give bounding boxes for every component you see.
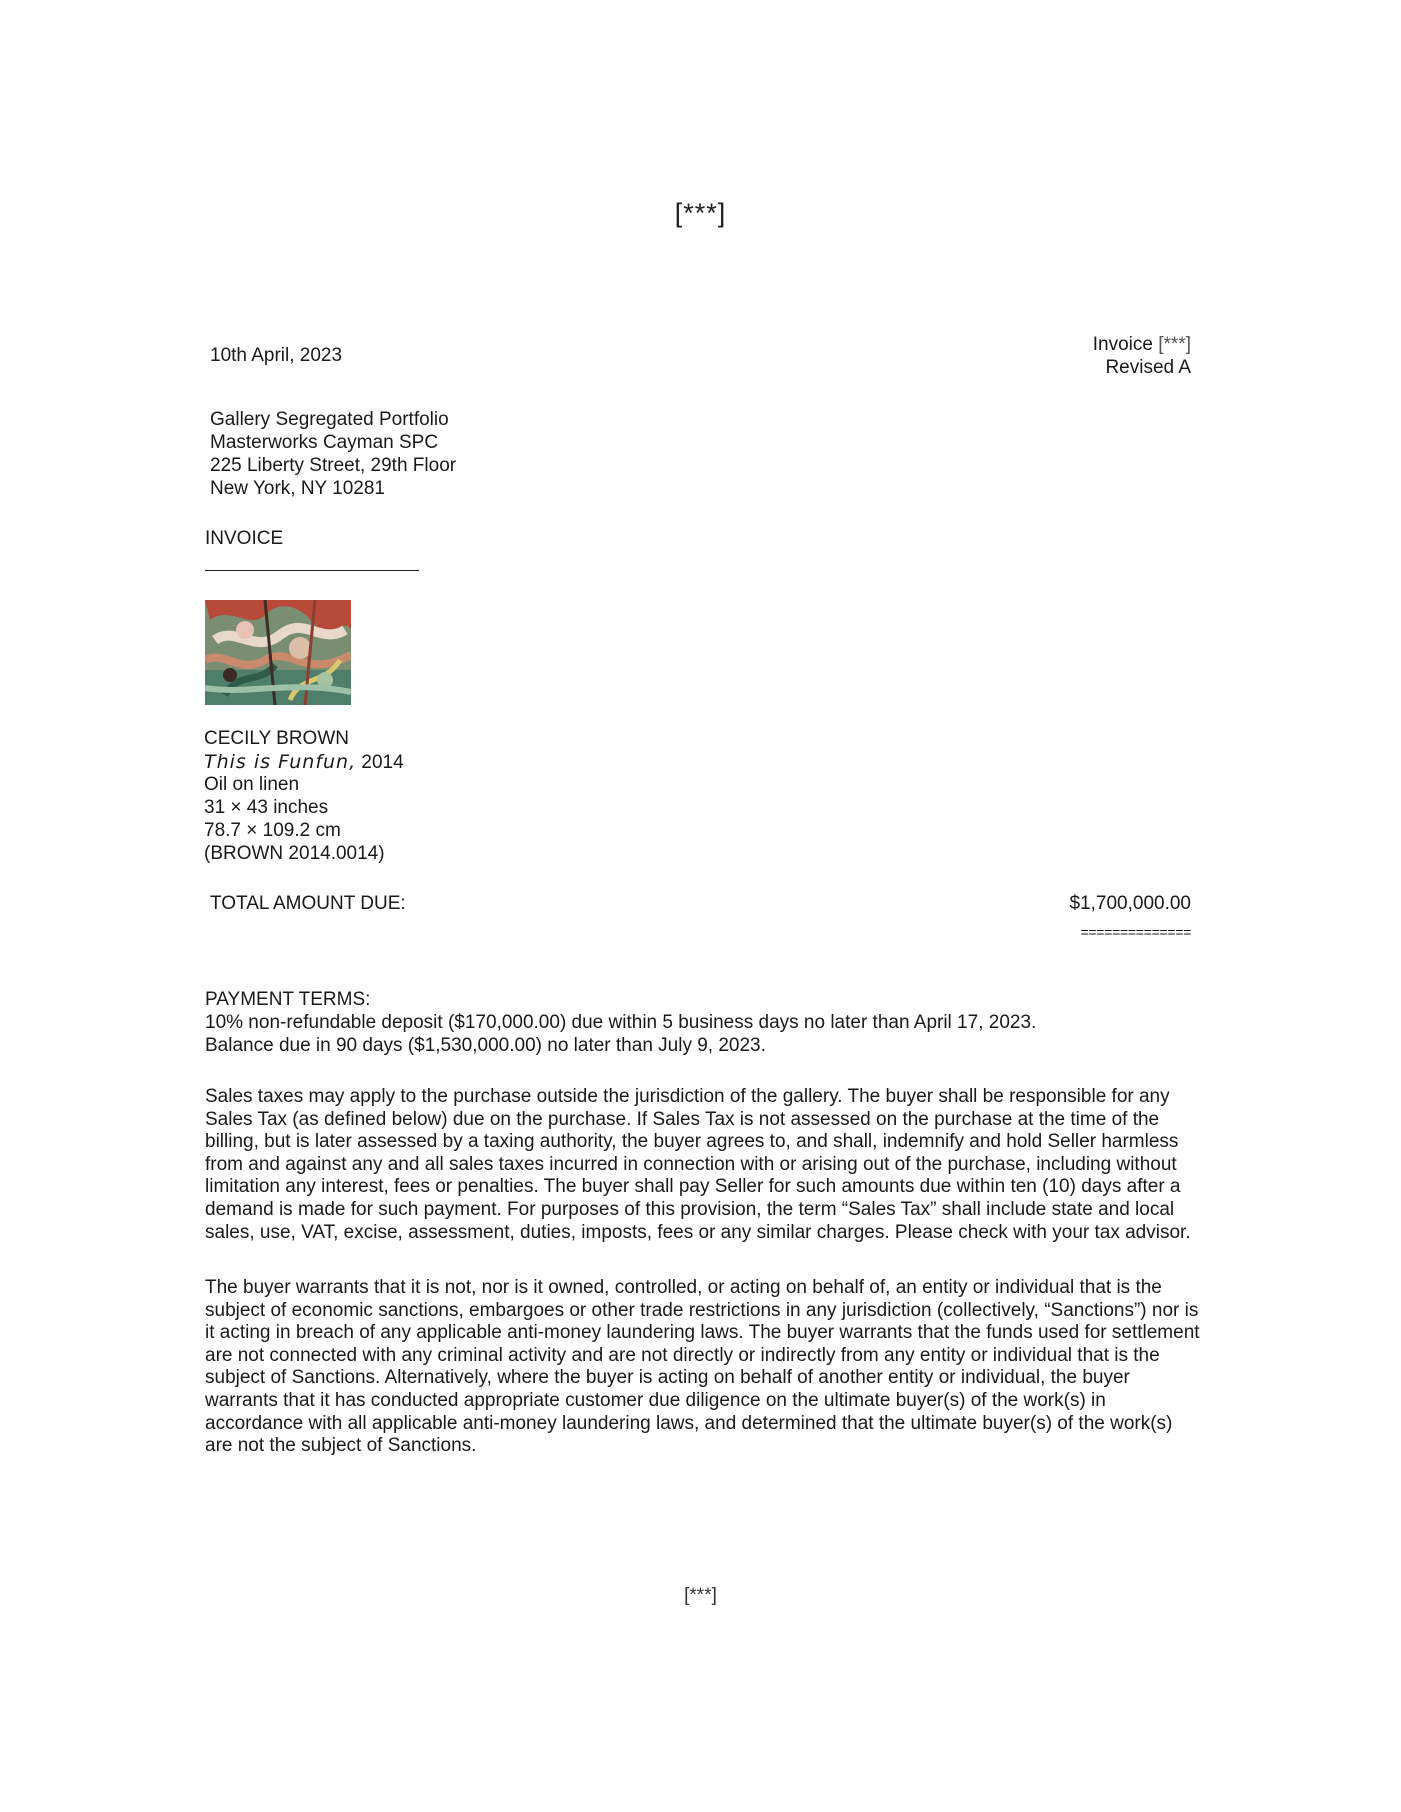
heading-underline — [205, 570, 419, 571]
artwork-details — [204, 728, 404, 865]
invoice-number-line — [1093, 333, 1191, 356]
payment-terms-heading: PAYMENT TERMS: — [205, 989, 371, 1010]
invoice-heading: INVOICE — [205, 528, 284, 549]
artwork-medium: Oil on linen — [204, 774, 300, 796]
artist-name: CECILY BROWN — [204, 728, 349, 749]
artwork-inventory-number: (BROWN 2014.0014) — [204, 842, 385, 864]
payment-terms — [205, 988, 1036, 1057]
payment-terms-balance: Balance due in 90 days ($1,530,000.00) no later than July 9, 2023. — [205, 1035, 766, 1056]
invoice-label: Invoice — [1092, 334, 1153, 355]
artwork-title-line — [204, 751, 404, 775]
artwork-title: This is Funfun, — [204, 750, 357, 773]
total-double-underline: ============== — [1080, 926, 1191, 942]
payment-terms-deposit: 10% non-refundable deposit ($170,000.00) due within 5 business days no later than April 17, 2023. — [205, 1012, 1037, 1033]
address-line: 225 Liberty Street, 29th Floor — [210, 455, 457, 476]
invoice-code: [***] — [1158, 334, 1191, 355]
artwork-size-cm: 78.7 × 109.2 cm — [204, 819, 341, 841]
total-amount-value: $1,700,000.00 — [1069, 893, 1191, 914]
artwork-size-inches: 31 × 43 inches — [204, 797, 329, 819]
total-amount-label: TOTAL AMOUNT DUE: — [210, 893, 406, 914]
recipient-address — [210, 408, 456, 500]
address-line: New York, NY 10281 — [210, 478, 385, 499]
sanctions-paragraph: The buyer warrants that it is not, nor is it owned, controlled, or acting on behalf of, an entity or individual that is the subject of economic sanctions, embargoes or other trade restrictions in any jurisdiction (collectively, “Sanctions”) nor is it acting in breach of any applicable anti-money laundering laws. The buyer warrants that the funds used for settlement are not connected with any criminal activity and are not directly or indirectly from any entity or individual that is the subject of Sanctions. Alternatively, where the buyer is acting on behalf of another entity or individual, the buyer warrants that it has conducted appropriate customer due diligence on the ultimate buyer(s) of the work(s) in accordance with all applicable anti-money laundering laws, and determined that the ultimate buyer(s) of the work(s) are not the subject of Sanctions. — [205, 1277, 1200, 1457]
address-line: Gallery Segregated Portfolio — [210, 409, 449, 430]
artwork-year: 2014 — [356, 751, 404, 773]
sales-tax-paragraph: Sales taxes may apply to the purchase outside the jurisdiction of the gallery. The buyer shall be responsible for any Sales Tax (as defined below) due on the purchase. If Sales Tax is not assessed on the purchase at the time of the billing, but is later assessed by a taxing authority, the buyer agrees to, and shall, indemnify and hold Seller harmless from and against any and all sales taxes incurred in connection with or arising out of the purchase, including without limitation any interest, fees or penalties. The buyer shall pay Seller for such amounts due within ten (10) days after a demand is made for such payment. For purposes of this provision, the term “Sales Tax” shall include state and local sales, use, VAT, excise, assessment, duties, imposts, fees or any similar charges. Please check with your tax advisor. — [205, 1086, 1191, 1243]
header-redaction-mark: [***] — [674, 198, 727, 228]
footer-redaction-mark: [***] — [684, 1585, 717, 1606]
artwork-thumbnail — [205, 600, 351, 705]
invoice-revision: Revised A — [1105, 357, 1191, 378]
invoice-reference — [1093, 333, 1191, 379]
invoice-date: 10th April, 2023 — [210, 345, 343, 366]
address-line: Masterworks Cayman SPC — [210, 432, 439, 453]
